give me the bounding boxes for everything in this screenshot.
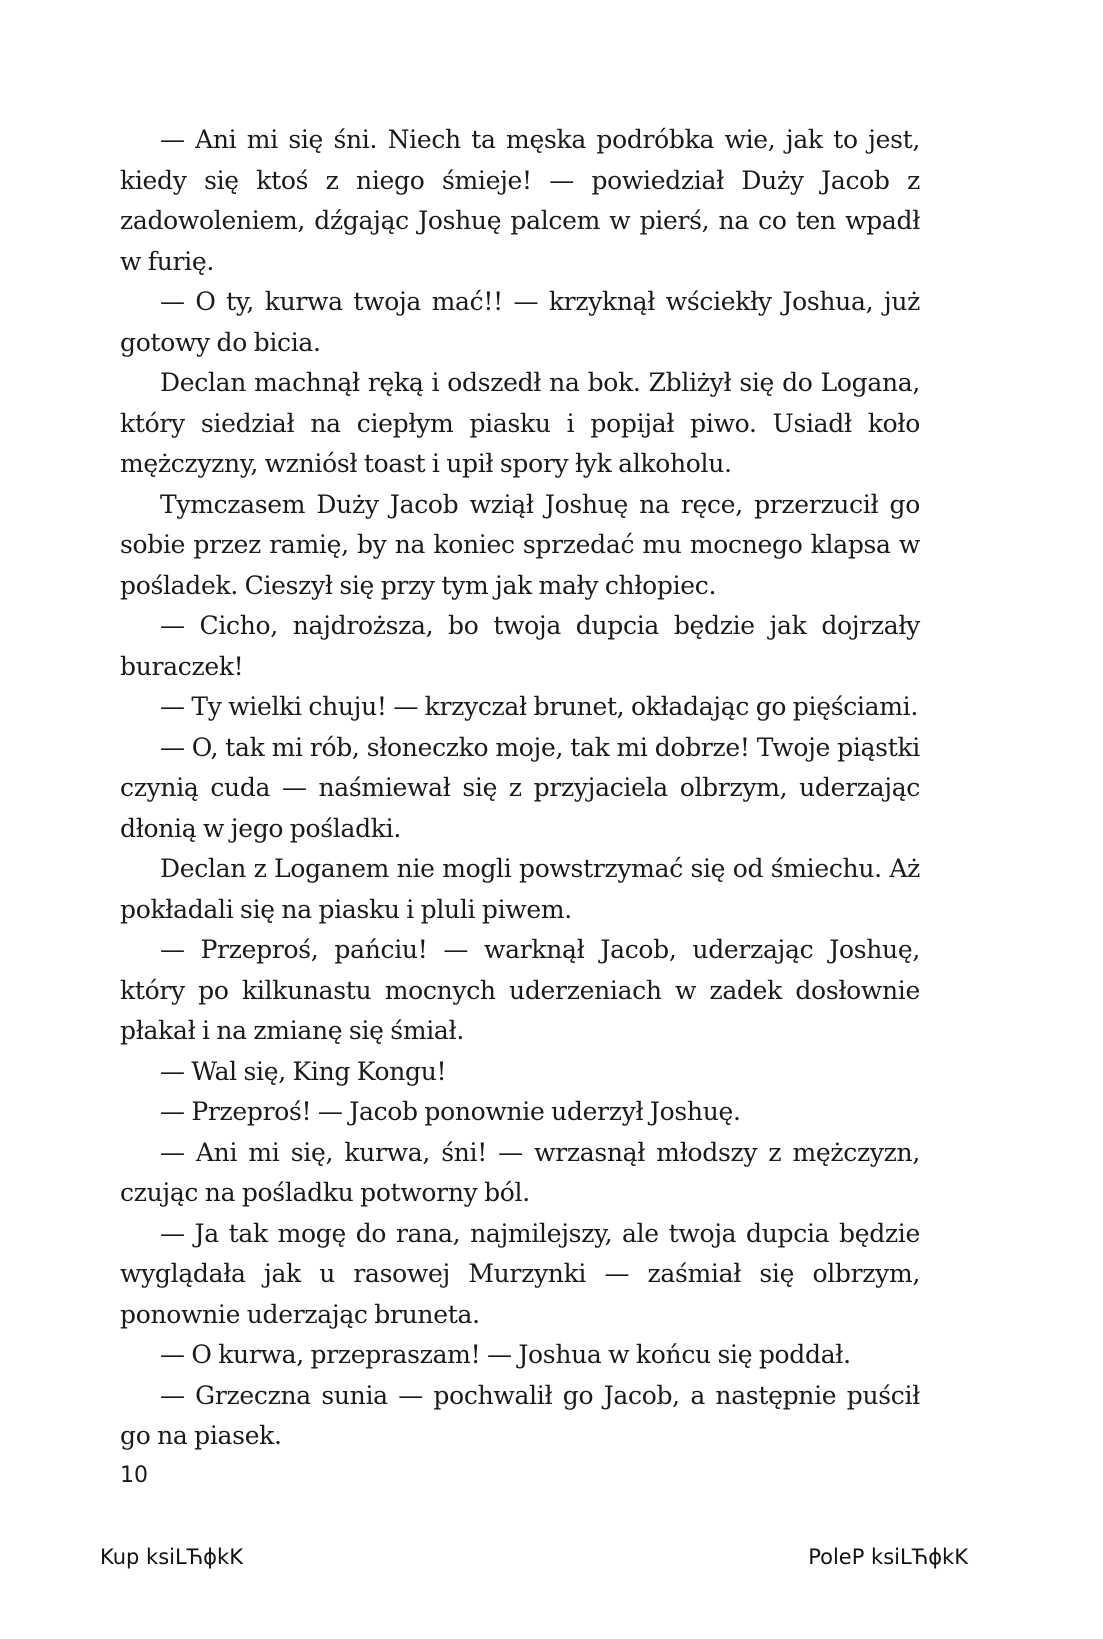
paragraph: — Cicho, najdroższa, bo twoja dupcia będzie jak dojrzały buraczek! [120, 611, 920, 681]
paragraph: — Ty wielki chuju! — krzyczał brunet, okładając go pięściami. [160, 692, 918, 721]
paragraph: — Wal się, King Kongu! [160, 1056, 447, 1086]
page-number: 10 [120, 1463, 148, 1488]
paragraph: Tymczasem Duży Jacob wziął Joshuę na ręce, przerzucił go sobie przez ramię, by na koniec sprzedać mu mocnego klapsa w pośladek. Cieszył się przy tym jak mały chłopiec. [120, 489, 920, 600]
recommend-book-link[interactable]: PoleP ksiLЋϕkK [808, 1545, 968, 1569]
paragraph: — Przeproś! — Jacob ponownie uderzył Joshuę. [160, 1097, 741, 1126]
paragraph: — O kurwa, przepraszam! — Joshua w końcu się poddał. [160, 1340, 851, 1369]
paragraph: — Przeproś, pańciu! — warknął Jacob, uderzając Joshuę, który po kilkunastu mocnych uderzeniach w zadek dosłownie płakał i na zmianę się śmiał. [120, 935, 920, 1045]
paragraph: Declan machnął ręką i odszedł na bok. Zbliżył się do Logana, który siedział na ciepłym piasku i popijał piwo. Usiadł koło mężczyzny, wzniósł toast i upił spory łyk alkoholu. [120, 368, 920, 478]
paragraph: — Ani mi się śni. Niech ta męska podróbka wie, jak to jest, kiedy się ktoś z niego śmieje! — powiedział Duży Jacob z zadowoleniem, dźgając Joshuę palcem w pierś, na co ten wpadł w furię. [120, 125, 920, 276]
paragraph: Declan z Loganem nie mogli powstrzymać się od śmiechu. Aż pokładali się na piasku i pluli piwem. [120, 854, 920, 924]
paragraph: — Grzeczna sunia — pochwalił go Jacob, a następnie puścił go na piasek. [120, 1380, 920, 1450]
paragraph: — Ani mi się, kurwa, śni! — wrzasnął młodszy z mężczyzn, czując na pośladku potworny ból. [120, 1137, 920, 1207]
paragraph: — O, tak mi rób, słoneczko moje, tak mi dobrze! Twoje piąstki czynią cuda — naśmiewał się z przyjaciela olbrzym, uderzając dłonią w jego pośladki. [120, 732, 920, 843]
paragraph: — Ja tak mogę do rana, najmilejszy, ale twoja dupcia będzie wyglądała jak u rasowej Murzynki — zaśmiał się olbrzym, ponownie uderzając bruneta. [120, 1218, 920, 1329]
paragraph: — O ty, kurwa twoja mać!! — krzyknął wściekły Joshua, już gotowy do bicia. [120, 287, 920, 357]
buy-book-link[interactable]: Kup ksiLЋϕkK [100, 1545, 243, 1569]
page-body-text [120, 120, 920, 1457]
